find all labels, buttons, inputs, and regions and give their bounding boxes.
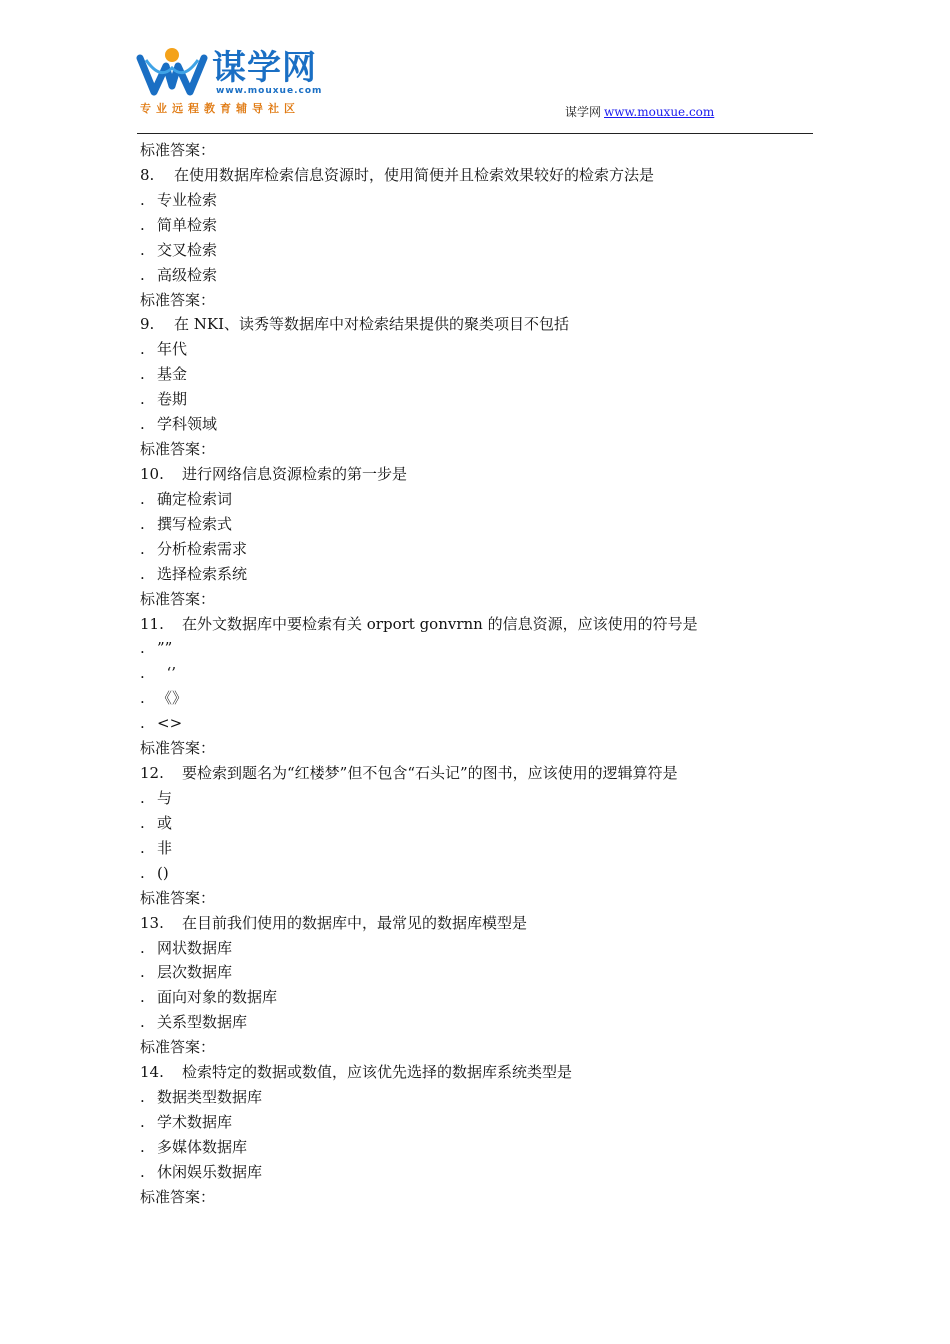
option-text: 分析检索需求 — [157, 539, 248, 558]
site-link[interactable]: www.mouxue.com — [604, 105, 715, 119]
option-bullet: . — [140, 539, 145, 558]
question-text: 进行网络信息资源检索的第一步是 — [182, 464, 408, 483]
option-bullet: . — [140, 788, 145, 807]
logo-url: www.mouxue.com — [216, 86, 323, 96]
question-text: 在 NKI、读秀等数据库中对检索结果提供的聚类项目不包括 — [174, 315, 570, 334]
question-number: 9. — [140, 315, 155, 334]
option-text: 网状数据库 — [157, 938, 233, 957]
option-bullet: . — [140, 365, 145, 384]
page-header — [0, 0, 950, 136]
logo-slogan: 专业远程教育辅导社区 — [140, 102, 300, 115]
question-text: 在外文数据库中要检索有关 orport gonvrnn 的信息资源，应该使用的符号是 — [182, 614, 698, 633]
question-item — [140, 163, 820, 188]
option-item — [140, 786, 820, 811]
option-item — [140, 337, 820, 362]
option-item — [140, 711, 820, 736]
option-item — [140, 188, 820, 213]
question-number: 14. — [140, 1063, 164, 1082]
option-bullet: . — [140, 963, 145, 982]
option-item — [140, 1110, 820, 1135]
option-item — [140, 562, 820, 587]
option-bullet: . — [140, 1162, 145, 1181]
option-text: 选择检索系统 — [157, 564, 248, 583]
option-bullet: . — [140, 813, 145, 832]
answer-label: 标准答案： — [140, 290, 216, 309]
option-text: 撰写检索式 — [157, 514, 233, 533]
question-list — [140, 138, 820, 1210]
option-text: 非 — [157, 838, 173, 857]
option-item — [140, 936, 820, 961]
option-item — [140, 387, 820, 412]
question-number: 11. — [140, 614, 164, 633]
option-item — [140, 960, 820, 985]
option-text: 休闲娱乐数据库 — [157, 1162, 263, 1181]
option-item — [140, 661, 820, 686]
option-bullet: . — [140, 714, 145, 733]
option-text: 面向对象的数据库 — [157, 988, 278, 1007]
option-text: 简单检索 — [157, 215, 218, 234]
option-text: 交叉检索 — [157, 240, 218, 259]
option-text: ‘’ — [157, 664, 177, 683]
option-bullet: . — [140, 938, 145, 957]
option-item — [140, 836, 820, 861]
option-item — [140, 1160, 820, 1185]
option-item — [140, 811, 820, 836]
question-number: 10. — [140, 464, 164, 483]
option-bullet: . — [140, 564, 145, 583]
option-text: 学术数据库 — [157, 1112, 233, 1131]
option-bullet: . — [140, 215, 145, 234]
option-text: ”” — [157, 639, 173, 658]
option-bullet: . — [140, 664, 145, 683]
option-item — [140, 1085, 820, 1110]
option-text: 基金 — [157, 365, 188, 384]
question-text: 在使用数据库检索信息资源时，使用简便并且检索效果较好的检索方法是 — [174, 165, 655, 184]
option-bullet: . — [140, 1112, 145, 1131]
option-bullet: . — [140, 265, 145, 284]
option-bullet: . — [140, 514, 145, 533]
option-text: 关系型数据库 — [157, 1013, 248, 1032]
option-item — [140, 213, 820, 238]
option-text: <> — [157, 714, 183, 733]
option-item — [140, 861, 820, 886]
question-item — [140, 1060, 820, 1085]
option-item — [140, 512, 820, 537]
question-number: 8. — [140, 165, 155, 184]
option-item — [140, 686, 820, 711]
option-bullet: . — [140, 1088, 145, 1107]
answer-label: 标准答案： — [140, 589, 216, 608]
option-bullet: . — [140, 838, 145, 857]
option-bullet: . — [140, 240, 145, 259]
option-item — [140, 1135, 820, 1160]
option-item — [140, 263, 820, 288]
option-text: 学科领域 — [157, 415, 218, 434]
answer-label: 标准答案： — [140, 739, 216, 758]
question-number: 12. — [140, 764, 164, 783]
option-text: 年代 — [157, 340, 188, 359]
option-bullet: . — [140, 190, 145, 209]
question-item — [140, 462, 820, 487]
option-text: 卷期 — [157, 390, 188, 409]
option-text: 确定检索词 — [157, 489, 233, 508]
question-item — [140, 612, 820, 637]
question-item — [140, 312, 820, 337]
option-text: 多媒体数据库 — [157, 1137, 248, 1156]
option-bullet: . — [140, 689, 145, 708]
header-divider — [137, 133, 813, 134]
option-text: () — [157, 863, 169, 882]
answer-label: 标准答案： — [140, 1187, 216, 1206]
answer-label: 标准答案： — [140, 1038, 216, 1057]
option-item — [140, 362, 820, 387]
answer-label: 标准答案： — [140, 888, 216, 907]
option-bullet: . — [140, 988, 145, 1007]
option-bullet: . — [140, 1137, 145, 1156]
option-text: 《》 — [157, 689, 188, 708]
option-bullet: . — [140, 415, 145, 434]
site-logo — [136, 46, 336, 118]
option-bullet: . — [140, 390, 145, 409]
question-item — [140, 761, 820, 786]
option-bullet: . — [140, 639, 145, 658]
option-text: 专业检索 — [157, 190, 218, 209]
option-bullet: . — [140, 340, 145, 359]
answer-label: 标准答案： — [140, 141, 216, 159]
option-text: 数据类型数据库 — [157, 1088, 263, 1107]
question-item — [140, 911, 820, 936]
option-text: 或 — [157, 813, 173, 832]
logo-name: 谋学网 — [212, 48, 317, 88]
option-bullet: . — [140, 863, 145, 882]
header-site-info — [565, 103, 714, 120]
option-item — [140, 1010, 820, 1035]
option-text: 高级检索 — [157, 265, 218, 284]
answer-label: 标准答案： — [140, 440, 216, 459]
question-text: 检索特定的数据或数值，应该优先选择的数据库系统类型是 — [182, 1063, 573, 1082]
option-item — [140, 537, 820, 562]
option-text: 层次数据库 — [157, 963, 233, 982]
option-item — [140, 636, 820, 661]
logo-mark-icon — [136, 46, 208, 102]
option-bullet: . — [140, 489, 145, 508]
option-item — [140, 487, 820, 512]
option-bullet: . — [140, 1013, 145, 1032]
option-item — [140, 412, 820, 437]
option-item — [140, 238, 820, 263]
site-label: 谋学网 — [565, 105, 602, 119]
option-text: 与 — [157, 788, 173, 807]
question-text: 要检索到题名为“红楼梦”但不包含“石头记”的图书，应该使用的逻辑算符是 — [182, 764, 678, 783]
question-number: 13. — [140, 913, 164, 932]
question-text: 在目前我们使用的数据库中，最常见的数据库模型是 — [182, 913, 528, 932]
option-item — [140, 985, 820, 1010]
